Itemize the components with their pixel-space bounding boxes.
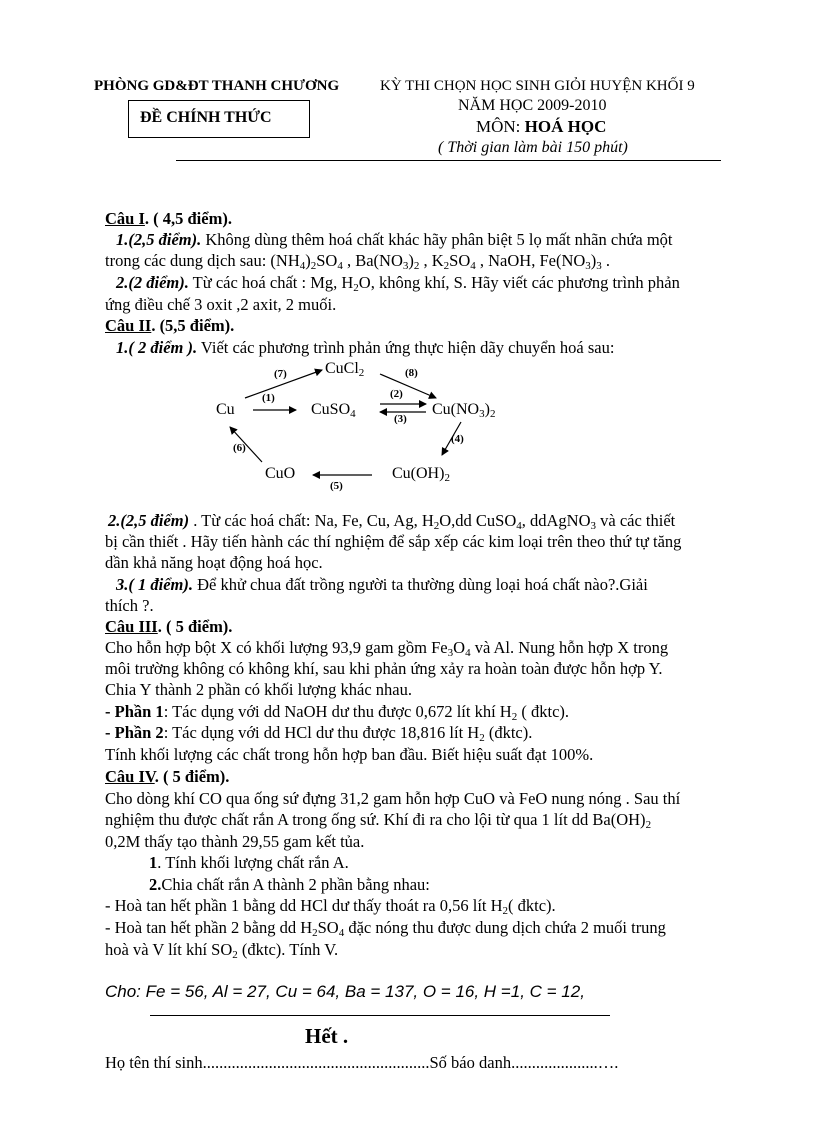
q3-heading xyxy=(105,616,232,637)
subject-name: HOÁ HỌC xyxy=(524,117,607,136)
q3-line1: Cho hỗn hợp bột X có khối lượng 93,9 gam gồm $Fe_3O_4$ và Al. Nung hỗn hợp X trong xyxy=(105,638,669,659)
label-3: (3) xyxy=(394,413,407,425)
label-2: (2) xyxy=(390,388,403,400)
scheme-cuoh2: $Cu(OH)_2$ xyxy=(392,465,450,484)
q2-part2-line2: bị cần thiết . Hãy tiến hành các thí nghiệm để sắp xếp các kim loại trên theo thứ tự tăng xyxy=(105,532,682,551)
arrow-4 xyxy=(442,422,461,455)
subject-label: MÔN: xyxy=(476,117,525,136)
q1-p1-label: 1.(2,5 điểm). xyxy=(116,230,202,249)
q3-title: Câu III xyxy=(105,617,158,636)
q2-points: . (5,5 điểm). xyxy=(151,316,235,335)
q4-line3: 0,2M thấy tạo thành 29,55 gam kết tủa. xyxy=(105,832,365,851)
arrow-6 xyxy=(230,427,262,462)
q1-part2-line1: 2.(2 điểm). Từ các hoá chất : Mg, $H_2O$, không khí, S. Hãy viết các phương trình phản xyxy=(116,273,680,294)
q1-p1-text: Không dùng thêm hoá chất khác hãy phân biệt 5 lọ mất nhãn chứa một xyxy=(201,230,673,249)
end-mark: Hết . xyxy=(305,1024,349,1048)
q2-part1-line: 1.( 2 điểm ). Viết các phương trình phản ứng thực hiện dãy chuyển hoá sau: xyxy=(116,338,615,357)
q4-line6: - Hoà tan hết phần 1 bằng dd HCl dư thấy thoát ra 0,56 lít $H_2$( đktc). xyxy=(105,896,556,917)
q3-part2: - Phần 2: Tác dụng với dd HCl dư thu được 18,816 lít $H_2$ (đktc). xyxy=(105,723,533,744)
q3-part2-label: - Phần 2 xyxy=(105,723,164,742)
q4-heading xyxy=(105,766,229,787)
scheme-arrows xyxy=(0,0,816,560)
q1-part2-line2: ứng điều chế 3 oxit ,2 axit, 2 muối. xyxy=(105,295,337,314)
q3-points: . ( 5 điểm). xyxy=(157,617,233,636)
footer-rule xyxy=(150,1015,610,1016)
scheme-cuno32: $Cu(NO_3)_2$ xyxy=(432,401,496,420)
label-5: (5) xyxy=(330,480,343,492)
exam-title: KỲ THI CHỌN HỌC SINH GIỎI HUYỆN KHỐI 9 xyxy=(380,78,695,94)
department-name: PHÒNG GD&ĐT THANH CHƯƠNG xyxy=(94,78,340,94)
official-label: ĐỀ CHÍNH THỨC xyxy=(140,109,272,126)
label-6: (6) xyxy=(233,442,246,454)
q4-sub2: 2.Chia chất rắn A thành 2 phần bằng nhau: xyxy=(149,875,430,894)
q2-title: Câu II xyxy=(105,316,152,335)
q2-p1-label: 1.( 2 điểm ). xyxy=(116,338,198,357)
school-year: NĂM HỌC 2009-2010 xyxy=(458,97,607,114)
scheme-cucl2: CuCl$_2$ xyxy=(325,360,365,379)
q4-line2: nghiệm thu được chất rắn A trong ống sứ. Khí đi ra cho lội từ qua 1 lít dd $Ba(OH)_2$ xyxy=(105,810,652,831)
q2-part2-line1: 2.(2,5 điểm) . Từ các hoá chất: Na, Fe, Cu, Ag, $H_2O,dd$ CuSO$_4$, ddAgNO$_3$ và các thiết xyxy=(108,511,676,532)
q1-points: . ( 4,5 điểm). xyxy=(144,209,232,228)
q4-title: Câu IV xyxy=(105,767,155,786)
q3-part1: - Phần 1: Tác dụng với dd NaOH dư thu được 0,672 lít khí $H_2$ ( đktc). xyxy=(105,702,570,723)
label-8: (8) xyxy=(405,367,418,379)
q2-part2-line3: dần khả năng hoạt động hoá học. xyxy=(105,553,323,572)
given-atomic-masses: Cho: Fe = 56, Al = 27, Cu = 64, Ba = 137, O = 16, H =1, C = 12, xyxy=(105,982,585,1001)
q2-part3-line1: 3.( 1 điểm). Để khử chua đất trồng người ta thường dùng loại hoá chất nào?.Giải xyxy=(116,575,648,594)
q2-p3-label: 3.( 1 điểm). xyxy=(116,575,193,594)
scheme-cuso4: CuSO$_4$ xyxy=(311,401,356,420)
q4-line1: Cho dòng khí CO qua ống sứ đựng 31,2 gam hỗn hợp CuO và FeO nung nóng . Sau thí xyxy=(105,789,681,808)
q3-line2: môi trường không có không khí, sau khi phản ứng xảy ra hoàn toàn được hỗn hợp Y. xyxy=(105,659,663,678)
label-7: (7) xyxy=(274,368,287,380)
arrow-7 xyxy=(245,370,322,398)
arrow-8 xyxy=(380,374,436,398)
label-4: (4) xyxy=(451,433,464,445)
q1-title: Câu I xyxy=(105,209,145,228)
q4-line8: hoà và V lít khí $SO_2$ (đktc). Tính V. xyxy=(105,940,339,961)
q2-p2-label: 2.(2,5 điểm) xyxy=(108,511,190,530)
label-1: (1) xyxy=(262,392,275,404)
q1-p2-label: 2.(2 điểm). xyxy=(116,273,189,292)
q3-line3: Chia Y thành 2 phần có khối lượng khác nhau. xyxy=(105,680,412,699)
q4-points: . ( 5 điểm). xyxy=(154,767,230,786)
q4-line7: - Hoà tan hết phần 2 bằng dd $H_2SO_4$ đặc nóng thu được dung dịch chứa 2 muối trung xyxy=(105,918,666,939)
q2-part3-line2: thích ?. xyxy=(105,596,154,615)
q4-sub1: 1. Tính khối lượng chất rắn A. xyxy=(149,853,349,872)
q1-part1-line2: trong các dung dịch sau: $(NH_4)_2SO_4$ , $Ba(NO_3)_2$ , $K_2SO_4$ , NaOH, $Fe(NO_3)_3$ . xyxy=(105,251,611,272)
scheme-cu: Cu xyxy=(216,401,235,418)
candidate-info-line: Họ tên thí sinh.......................................................Số báo danh.....................…. xyxy=(105,1053,619,1072)
scheme-cuo: CuO xyxy=(265,465,296,482)
q3-line6: Tính khối lượng các chất trong hỗn hợp ban đầu. Biết hiệu suất đạt 100%. xyxy=(105,745,594,764)
time-allowed: ( Thời gian làm bài 150 phút) xyxy=(438,139,628,156)
q3-part1-label: - Phần 1 xyxy=(105,702,164,721)
